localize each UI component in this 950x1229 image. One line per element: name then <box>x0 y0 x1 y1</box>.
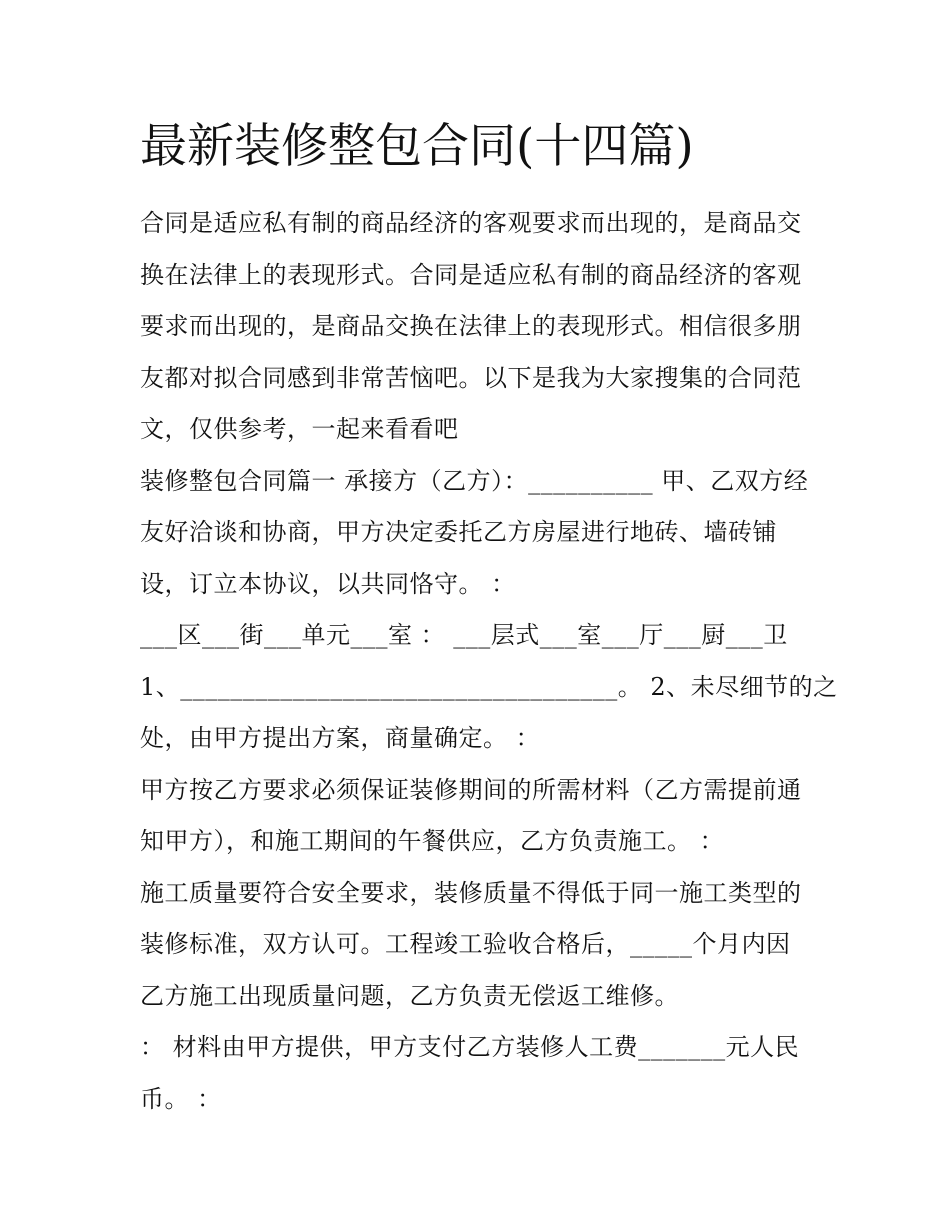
body-line: ： 材料由甲方提供，甲方支付乙方装修人工费_______元人民 <box>140 1033 800 1061</box>
body-line: 文，仅供参考，一起来看看吧 <box>140 415 459 443</box>
body-line: ___区___街___单元___室 ： ___层式___室___厅___厨___卫 <box>140 621 788 649</box>
body-line: 换在法律上的表现形式。合同是适应私有制的商品经济的客观 <box>140 260 802 289</box>
document-title: 最新装修整包合同(十四篇) <box>140 119 694 174</box>
body-line: 1、___________________________________。 2、未尽细节的之 <box>140 672 838 701</box>
body-line: 友好洽谈和协商，甲方决定委托乙方房屋进行地砖、墙砖铺 <box>140 518 777 546</box>
body-line: 设，订立本协议，以共同恪守。 ： <box>140 569 516 598</box>
body-line: 装修标准，双方认可。工程竣工验收合格后，_____个月内因 <box>140 930 791 958</box>
body-line: 甲方按乙方要求必须保证装修期间的所需材料（乙方需提前通 <box>140 775 802 804</box>
body-line: 乙方施工出现质量问题，乙方负责无偿返工维修。 <box>140 981 679 1010</box>
body-line: 施工质量要符合安全要求，装修质量不得低于同一施工类型的 <box>140 878 802 907</box>
body-line: 合同是适应私有制的商品经济的客观要求而出现的，是商品交 <box>140 209 802 237</box>
body-line: 币。 ： <box>140 1084 222 1113</box>
body-line: 处，由甲方提出方案，商量确定。 ： <box>140 724 541 752</box>
body-line: 要求而出现的，是商品交换在法律上的表现形式。相信很多朋 <box>140 312 802 340</box>
body-line: 友都对拟合同感到非常苦恼吧。以下是我为大家搜集的合同范 <box>140 363 802 392</box>
document-body <box>140 198 838 1125</box>
body-line: 知甲方），和施工期间的午餐供应，乙方负责施工。 ： <box>140 827 725 855</box>
body-line: 装修整包合同篇一 承接方（乙方）：__________ 甲、乙双方经 <box>140 466 809 495</box>
